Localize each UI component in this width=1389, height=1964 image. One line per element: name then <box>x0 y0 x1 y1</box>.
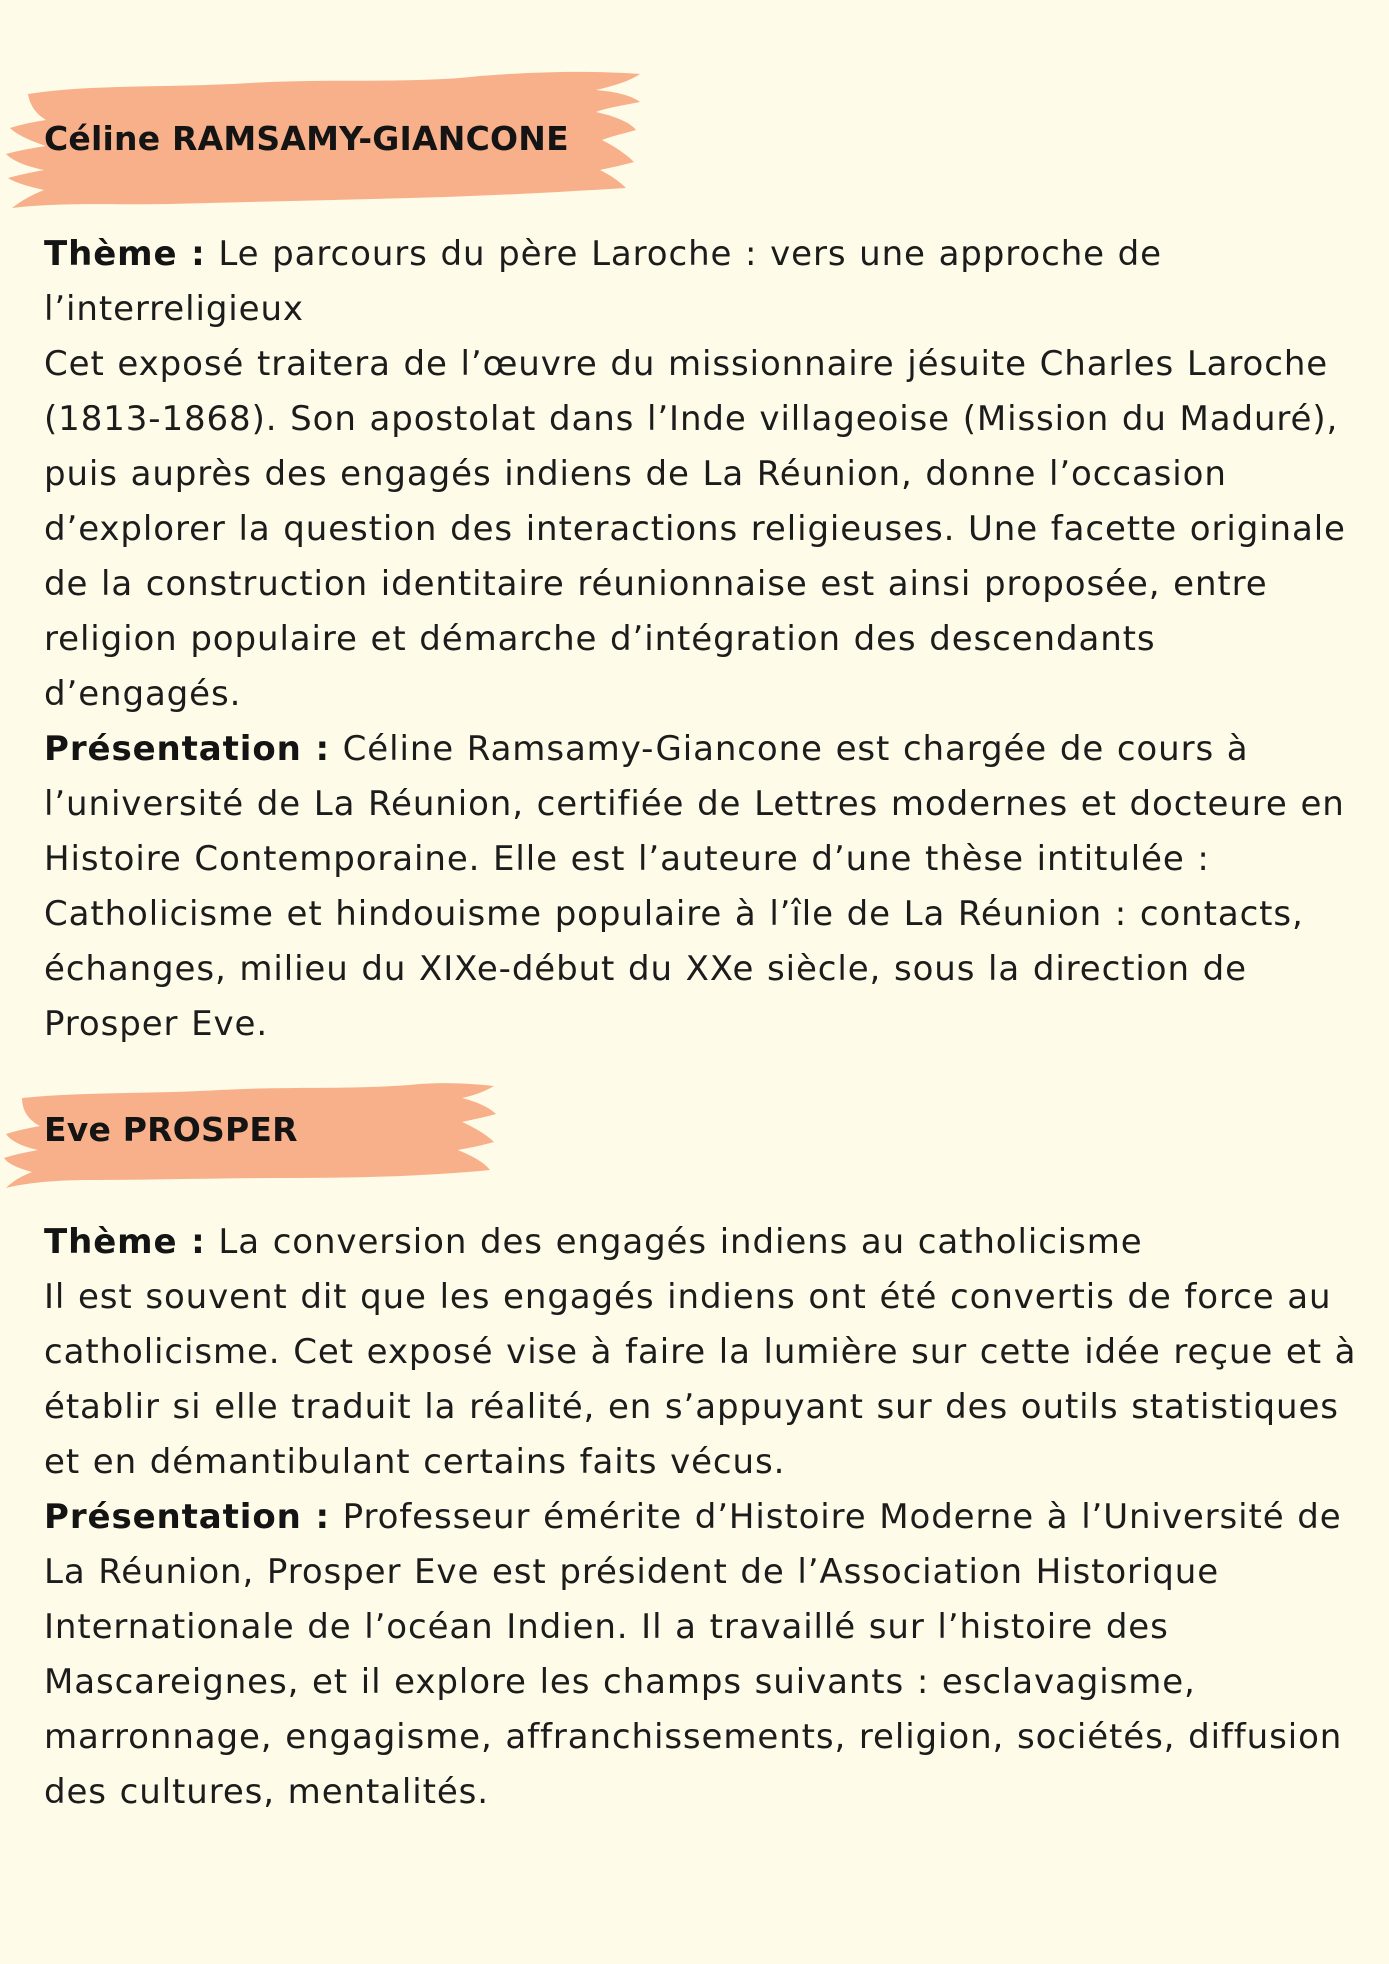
description-paragraph: Il est souvent dit que les engagés indiens ont été convertis de force au catholicisme. Cet exposé vise à faire la lumière sur cette idée reçue et à établir si elle traduit la réalité, en s’appuyant sur des outils statistiques et en démantibulant certains faits vécus. <box>44 1277 1357 1482</box>
speaker-body <box>44 1215 1364 1820</box>
theme-text: La conversion des engagés indiens au catholicisme <box>218 1222 1143 1262</box>
name-banner <box>0 1080 510 1190</box>
theme-label: Thème : <box>44 1222 206 1262</box>
speaker-body <box>44 227 1364 1052</box>
speaker-name: Céline RAMSAMY-GIANCONE <box>44 119 569 158</box>
theme-paragraph <box>44 227 1364 337</box>
description-paragraph: Cet exposé traitera de l’œuvre du missionnaire jésuite Charles Laroche (1813-1868). Son apostolat dans l’Inde villageoise (Mission du Maduré), puis auprès des engagés indiens de La Réunion, donne l’occasion d’explorer la question des interactions religieuses. Une facette originale de la construction identitaire réunionnaise est ainsi proposée, entre religion populaire et démarche d’intégration des descendants d’engagés. <box>44 344 1346 714</box>
presentation-label: Présentation : <box>44 729 330 769</box>
presentation-label: Présentation : <box>44 1497 330 1537</box>
theme-label: Thème : <box>44 234 206 274</box>
theme-text: Le parcours du père Laroche : vers une approche de l’interreligieux <box>44 234 1162 329</box>
presentation-paragraph <box>44 722 1364 1052</box>
name-banner <box>0 62 650 212</box>
speaker-name: Eve PROSPER <box>44 1110 298 1149</box>
presentation-text: Professeur émérite d’Histoire Moderne à l’Université de La Réunion, Prosper Eve est président de l’Association Historique Internationale de l’océan Indien. Il a travaillé sur l’histoire des Mascareignes, et il explore les champs suivants : esclavagisme, marronnage, engagisme, affranchissements, religion, sociétés, diffusion des cultures, mentalités. <box>44 1497 1343 1812</box>
presentation-text: Céline Ramsamy-Giancone est chargée de cours à l’université de La Réunion, certifiée de Lettres modernes et docteure en Histoire Contemporaine. Elle est l’auteure d’une thèse intitulée : Catholicisme et hindouisme populaire à l’île de La Réunion : contacts, échanges, milieu du XIXe-début du XXe siècle, sous la direction de Prosper Eve. <box>44 729 1345 1044</box>
theme-paragraph <box>44 1215 1364 1270</box>
presentation-paragraph <box>44 1490 1364 1820</box>
